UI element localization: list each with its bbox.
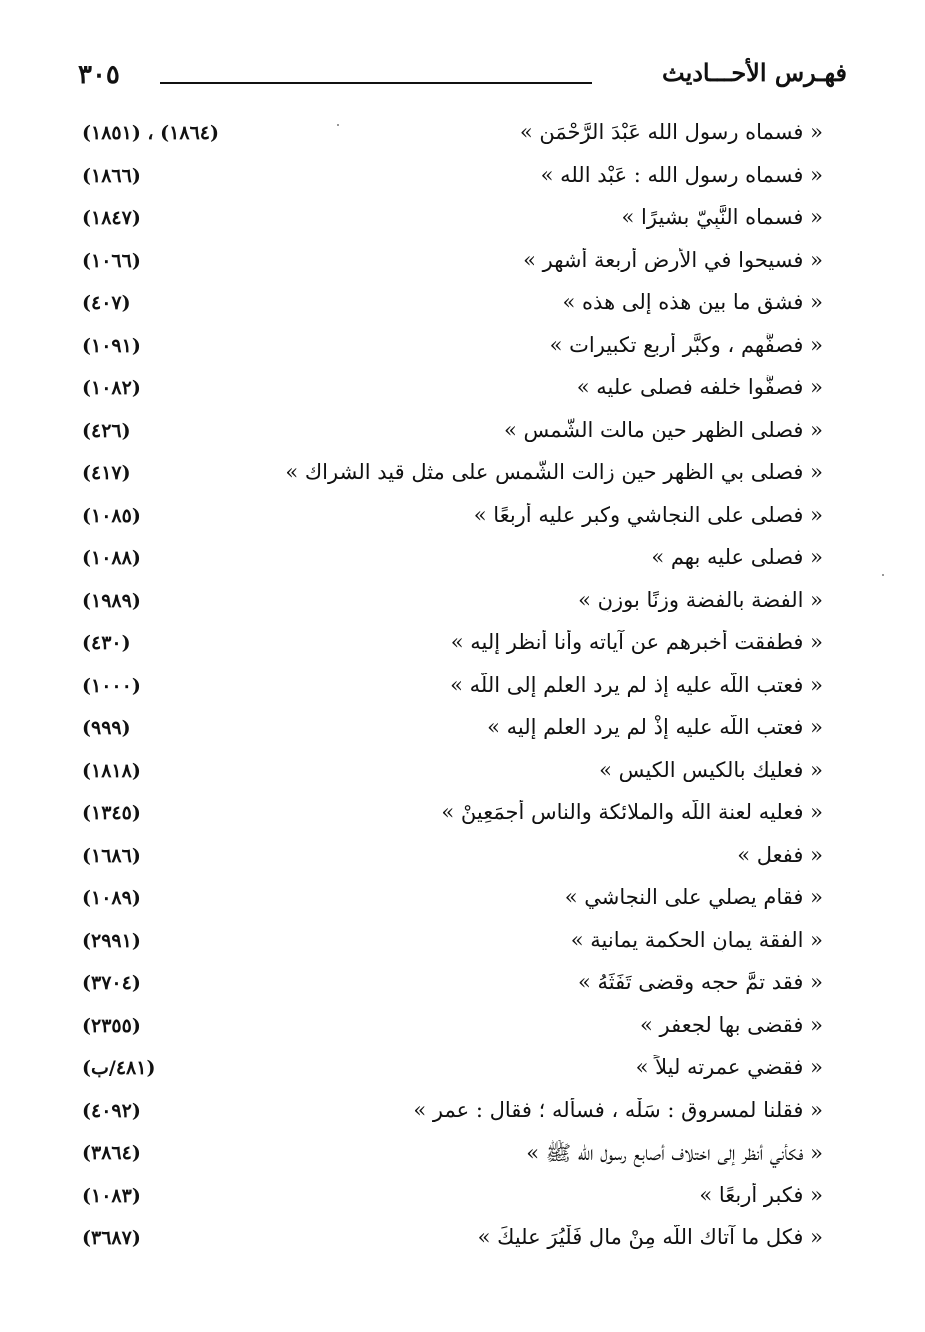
hadith-text: « فكأني أنظر إلى اختلاف أصابع رسول الله ﷺ » bbox=[526, 1141, 823, 1165]
hadith-text: « فقام يصلي على النجاشي » bbox=[564, 885, 823, 909]
hadith-text: « فقضي عمرته ليلاً » bbox=[635, 1055, 823, 1079]
hadith-reference: (١٩٨٩) bbox=[82, 589, 141, 612]
hadith-reference: (٤٢٦) bbox=[82, 419, 131, 442]
hadith-index-list bbox=[0, 116, 925, 1286]
hadith-text: « فقد تمَّ حجه وقضى تَفَثَهُ » bbox=[577, 970, 823, 994]
page-number: ٣٠٥ bbox=[78, 60, 120, 90]
hadith-text: « فصلى الظهر حين مالت الشَّمس » bbox=[503, 417, 823, 442]
hadith-reference: (١٠٠٠) bbox=[82, 674, 141, 697]
hadith-text: « الفضة بالفضة وزنًا بوزنٍ » bbox=[578, 587, 823, 612]
hadith-text: « فسماه رسول الله : عَبْد الله » bbox=[540, 162, 823, 187]
hadith-reference: (٢٣٥٥) bbox=[82, 1014, 141, 1037]
hadith-reference: (١٠٨٢) bbox=[82, 377, 141, 399]
hadith-reference: (٤١٧) bbox=[82, 462, 131, 484]
index-entry bbox=[0, 796, 925, 839]
index-entry bbox=[0, 1094, 925, 1137]
index-entry bbox=[0, 1136, 925, 1179]
hadith-text: « فعتب اللَّه عليه إذ لم يرد العلم إلى اللَّه » bbox=[450, 672, 823, 697]
index-entry bbox=[0, 116, 925, 159]
index-entry bbox=[0, 1051, 925, 1094]
index-entry bbox=[0, 626, 925, 669]
hadith-text: « فصفُّوا خلفه فصلى عليه » bbox=[576, 375, 823, 399]
hadith-text: « فصلى على النجاشي وكبر عليه أربعًا » bbox=[473, 502, 823, 527]
index-entry bbox=[0, 669, 925, 712]
hadith-reference: (١٨١٨) bbox=[82, 759, 141, 782]
hadith-reference: (١٨٤٧) bbox=[82, 207, 141, 229]
index-entry bbox=[0, 371, 925, 414]
page-header bbox=[0, 58, 925, 98]
hadith-text: « ففعل » bbox=[737, 842, 823, 867]
hadith-reference: (١٠٨٥) bbox=[82, 504, 141, 527]
hadith-text: « فصفَّهم ، وكبَّر أربع تكبيرات » bbox=[549, 332, 823, 357]
hadith-reference: (١٠٨٩) bbox=[82, 887, 141, 909]
hadith-reference: (٣٨٦٤) bbox=[82, 1142, 141, 1164]
hadith-reference: (١٦٨٦) bbox=[82, 844, 141, 867]
hadith-text: « فكبر أربعًا » bbox=[699, 1182, 823, 1207]
hadith-text: « فشق ما بين هذه إلى هذه » bbox=[562, 290, 823, 314]
hadith-text: « فسماه النَّبِيّ بشيرًا » bbox=[621, 205, 823, 229]
index-entry bbox=[0, 584, 925, 627]
hadith-reference: (٤٠٧) bbox=[82, 292, 131, 314]
index-entry bbox=[0, 881, 925, 924]
scan-speck bbox=[882, 574, 884, 576]
hadith-reference: (١٨٦٦) bbox=[82, 164, 141, 187]
index-entry bbox=[0, 244, 925, 287]
index-entry bbox=[0, 1221, 925, 1264]
hadith-text: « فقلنا لمسروق : سَلْه ، فسأله ؛ فقال : عمر » bbox=[413, 1097, 823, 1122]
index-entry bbox=[0, 839, 925, 882]
hadith-reference: (١٠٦٦) bbox=[82, 249, 141, 272]
hadith-reference: (٣٧٠٤) bbox=[82, 972, 141, 994]
index-entry bbox=[0, 924, 925, 967]
hadith-text: « فقضى بها لجعفر » bbox=[640, 1012, 823, 1037]
hadith-text: « فعليه لعنة اللَّه والملائكة والناس أجمَعِينْ » bbox=[441, 800, 823, 824]
index-entry bbox=[0, 414, 925, 457]
hadith-reference: (٩٩٩) bbox=[82, 717, 131, 739]
hadith-text: « فعتب اللَّه عليه إِذْ لم يرد العلم إليه » bbox=[487, 715, 823, 739]
hadith-text: « فكل ما آتاك اللَّه مِنْ مالٍ فَلْيُرَ عليكَ » bbox=[477, 1225, 823, 1249]
hadith-text: « الفقة يمانٍ الحكمة يمانية » bbox=[570, 927, 823, 952]
index-entry bbox=[0, 1009, 925, 1052]
hadith-reference: (١٠٨٨) bbox=[82, 547, 141, 569]
index-entry bbox=[0, 541, 925, 584]
index-entry bbox=[0, 1179, 925, 1222]
hadith-text: « فسيحوا في الأرض أربعة أشهرٍ » bbox=[523, 247, 823, 272]
hadith-text: « فصلى بي الظهر حين زالت الشَّمس على مثل قيد الشراك » bbox=[285, 460, 823, 484]
index-entry bbox=[0, 499, 925, 542]
hadith-reference: (٤٣٠) bbox=[82, 632, 131, 654]
hadith-text: « فعليك بالكيس الكيس » bbox=[599, 757, 823, 782]
hadith-reference: (٤٠٩٢) bbox=[82, 1099, 141, 1122]
index-entry bbox=[0, 201, 925, 244]
index-entry bbox=[0, 329, 925, 372]
hadith-reference: (٢٩٩١) bbox=[82, 929, 141, 952]
index-entry bbox=[0, 286, 925, 329]
hadith-text: « فسماه رسول الله عَبْدَ الرَّحْمَن » bbox=[519, 120, 823, 144]
hadith-reference: (١٠٩١) bbox=[82, 334, 141, 357]
header-rule bbox=[160, 82, 592, 84]
hadith-reference: (١٨٥١) ، (١٨٦٤) bbox=[82, 122, 219, 144]
hadith-reference: (٤٨١/ب) bbox=[82, 1057, 156, 1079]
hadith-text: « فطفقت أخبرهم عن آياته وأنا أنظر إليه » bbox=[450, 630, 823, 654]
index-entry bbox=[0, 966, 925, 1009]
index-entry bbox=[0, 754, 925, 797]
hadith-text: « فصلى عليه بهم » bbox=[651, 545, 823, 569]
index-entry bbox=[0, 711, 925, 754]
page-title: فهـرس الأحـــاديث bbox=[662, 58, 847, 87]
index-entry bbox=[0, 159, 925, 202]
index-entry bbox=[0, 456, 925, 499]
hadith-reference: (١٠٨٣) bbox=[82, 1184, 141, 1207]
hadith-reference: (٣٦٨٧) bbox=[82, 1227, 141, 1249]
hadith-reference: (١٣٤٥) bbox=[82, 802, 141, 824]
scan-speck bbox=[337, 124, 339, 126]
